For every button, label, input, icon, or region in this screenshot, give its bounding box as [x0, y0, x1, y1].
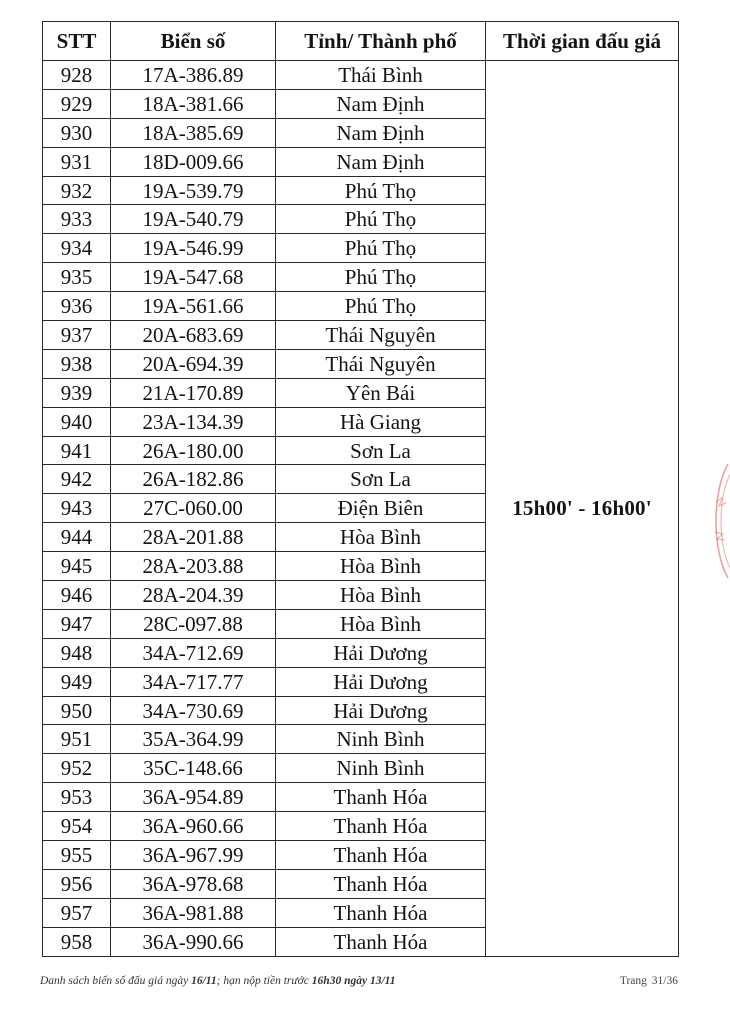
row-province: Điện Biên: [276, 494, 486, 523]
row-province: Phú Thọ: [276, 292, 486, 321]
page-label: Trang: [619, 975, 647, 987]
page-value: 31/36: [651, 975, 678, 987]
row-plate: 36A-967.99: [111, 841, 276, 870]
row-province: Thái Nguyên: [276, 321, 486, 350]
auction-time-slot: 15h00' - 16h00': [486, 61, 679, 957]
row-stt: 957: [43, 898, 111, 927]
row-plate: 28A-204.39: [111, 581, 276, 610]
row-stt: 930: [43, 118, 111, 147]
row-stt: 937: [43, 321, 111, 350]
row-plate: 28A-203.88: [111, 552, 276, 581]
row-plate: 36A-978.68: [111, 869, 276, 898]
row-plate: 18A-385.69: [111, 118, 276, 147]
seal-scribble: [715, 498, 726, 540]
row-stt: 951: [43, 725, 111, 754]
row-plate: 35A-364.99: [111, 725, 276, 754]
row-plate: 26A-180.00: [111, 436, 276, 465]
header-plate: Biển số: [111, 22, 276, 61]
row-province: Hòa Bình: [276, 523, 486, 552]
row-stt: 948: [43, 638, 111, 667]
row-province: Hòa Bình: [276, 581, 486, 610]
red-seal-icon: [706, 462, 730, 580]
row-plate: 20A-694.39: [111, 349, 276, 378]
row-stt: 944: [43, 523, 111, 552]
row-stt: 942: [43, 465, 111, 494]
row-plate: 19A-540.79: [111, 205, 276, 234]
table-body: [43, 61, 679, 957]
header-province: Tỉnh/ Thành phố: [276, 22, 486, 61]
row-stt: 932: [43, 176, 111, 205]
row-province: Phú Thọ: [276, 205, 486, 234]
row-plate: 19A-539.79: [111, 176, 276, 205]
header-stt: STT: [43, 22, 111, 61]
row-stt: 946: [43, 581, 111, 610]
row-plate: 27C-060.00: [111, 494, 276, 523]
row-stt: 956: [43, 869, 111, 898]
row-province: Thanh Hóa: [276, 898, 486, 927]
row-province: Nam Định: [276, 147, 486, 176]
row-plate: 36A-981.88: [111, 898, 276, 927]
row-stt: 958: [43, 927, 111, 956]
row-plate: 34A-730.69: [111, 696, 276, 725]
row-province: Hòa Bình: [276, 552, 486, 581]
row-province: Phú Thọ: [276, 234, 486, 263]
row-stt: 954: [43, 812, 111, 841]
row-stt: 955: [43, 841, 111, 870]
row-stt: 952: [43, 754, 111, 783]
row-province: Hòa Bình: [276, 609, 486, 638]
row-province: Thanh Hóa: [276, 783, 486, 812]
row-plate: 19A-547.68: [111, 263, 276, 292]
row-plate: 34A-717.77: [111, 667, 276, 696]
row-stt: 941: [43, 436, 111, 465]
row-plate: 35C-148.66: [111, 754, 276, 783]
row-plate: 36A-954.89: [111, 783, 276, 812]
table-header: [43, 22, 679, 61]
row-province: Nam Định: [276, 89, 486, 118]
row-stt: 953: [43, 783, 111, 812]
seal-arc-inner: [721, 474, 730, 568]
footer-day-word: ngày: [341, 975, 370, 987]
row-plate: 19A-546.99: [111, 234, 276, 263]
row-stt: 939: [43, 378, 111, 407]
row-stt: 943: [43, 494, 111, 523]
row-plate: 36A-960.66: [111, 812, 276, 841]
row-province: Thái Bình: [276, 61, 486, 90]
row-stt: 938: [43, 349, 111, 378]
row-province: Hải Dương: [276, 696, 486, 725]
footer-note: [40, 975, 396, 987]
header-row: [43, 22, 679, 61]
row-province: Thái Nguyên: [276, 349, 486, 378]
row-province: Thanh Hóa: [276, 869, 486, 898]
footer-deadline-date: 13/11: [369, 975, 396, 987]
row-stt: 940: [43, 407, 111, 436]
row-stt: 928: [43, 61, 111, 90]
row-plate: 17A-386.89: [111, 61, 276, 90]
seal-arc-outer: [716, 464, 728, 578]
row-plate: 20A-683.69: [111, 321, 276, 350]
row-stt: 936: [43, 292, 111, 321]
row-stt: 933: [43, 205, 111, 234]
row-province: Ninh Bình: [276, 754, 486, 783]
row-province: Phú Thọ: [276, 176, 486, 205]
row-province: Sơn La: [276, 436, 486, 465]
row-province: Nam Định: [276, 118, 486, 147]
table-row: [43, 61, 679, 90]
row-stt: 935: [43, 263, 111, 292]
footer-note-prefix: Danh sách biển số đấu giá ngày: [40, 975, 192, 987]
row-plate: 34A-712.69: [111, 638, 276, 667]
row-plate: 28A-201.88: [111, 523, 276, 552]
row-stt: 929: [43, 89, 111, 118]
row-plate: 19A-561.66: [111, 292, 276, 321]
row-plate: 21A-170.89: [111, 378, 276, 407]
license-plate-auction-table: [42, 21, 679, 957]
footer-auction-date: 16/11: [191, 975, 217, 987]
row-province: Ninh Bình: [276, 725, 486, 754]
row-province: Yên Bái: [276, 378, 486, 407]
row-province: Thanh Hóa: [276, 812, 486, 841]
row-province: Thanh Hóa: [276, 841, 486, 870]
row-stt: 950: [43, 696, 111, 725]
row-stt: 945: [43, 552, 111, 581]
row-province: Hà Giang: [276, 407, 486, 436]
page-number: [618, 975, 678, 987]
row-plate: 28C-097.88: [111, 609, 276, 638]
row-province: Hải Dương: [276, 638, 486, 667]
row-stt: 949: [43, 667, 111, 696]
row-province: Phú Thọ: [276, 263, 486, 292]
row-province: Thanh Hóa: [276, 927, 486, 956]
footer-deadline-time: 16h30: [311, 975, 342, 987]
row-plate: 18D-009.66: [111, 147, 276, 176]
row-plate: 18A-381.66: [111, 89, 276, 118]
row-stt: 931: [43, 147, 111, 176]
header-time: Thời gian đấu giá: [486, 22, 679, 61]
row-province: Hải Dương: [276, 667, 486, 696]
row-province: Sơn La: [276, 465, 486, 494]
row-stt: 934: [43, 234, 111, 263]
footer-note-middle: ; hạn nộp tiền trước: [216, 975, 312, 987]
row-stt: 947: [43, 609, 111, 638]
row-plate: 23A-134.39: [111, 407, 276, 436]
row-plate: 26A-182.86: [111, 465, 276, 494]
row-plate: 36A-990.66: [111, 927, 276, 956]
